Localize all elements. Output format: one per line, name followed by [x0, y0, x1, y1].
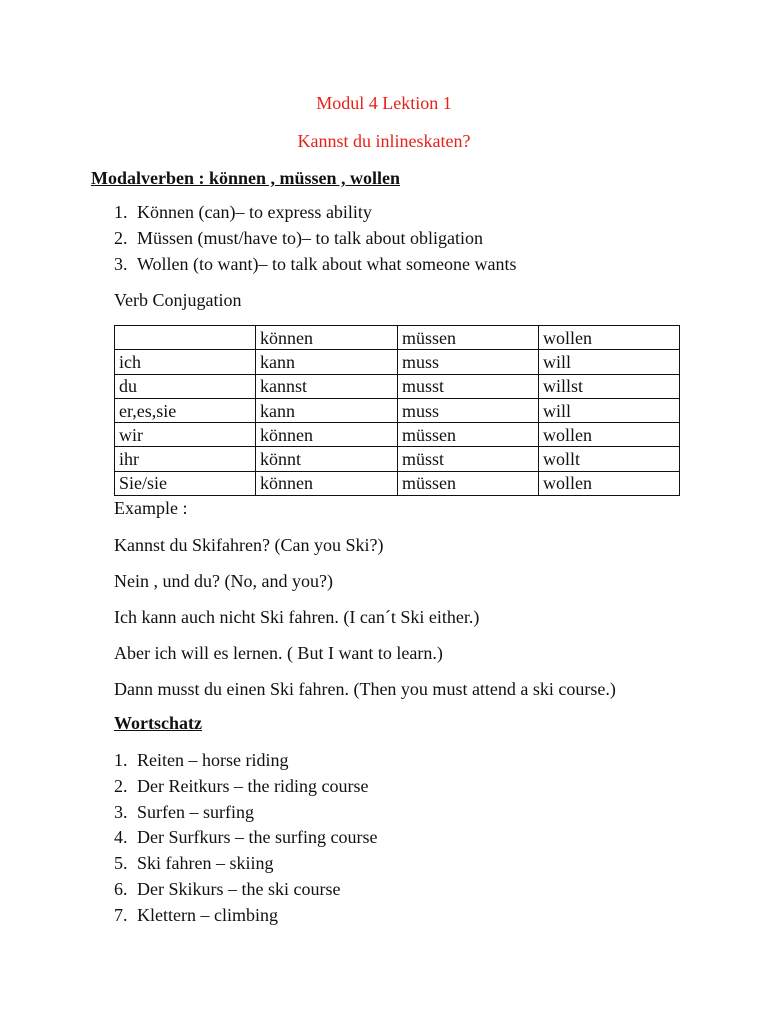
- table-header-cell: wollen: [539, 326, 680, 350]
- wortschatz-heading: Wortschatz: [114, 713, 202, 733]
- list-item: 7. Klettern – climbing: [114, 904, 278, 925]
- table-header-cell: können: [256, 326, 398, 350]
- conjugation-table: [114, 325, 680, 496]
- table-cell: können: [256, 423, 398, 447]
- table-cell: wollen: [539, 423, 680, 447]
- table-cell: wir: [115, 423, 256, 447]
- table-cell: er,es,sie: [115, 398, 256, 422]
- table-cell: [115, 326, 256, 350]
- table-row: [115, 374, 680, 398]
- table-cell: du: [115, 374, 256, 398]
- example-line: Ich kann auch nicht Ski fahren. (I can´t Ski either.): [114, 607, 480, 627]
- table-cell: ihr: [115, 447, 256, 471]
- list-item: 1. Können (can)– to express ability: [114, 202, 372, 222]
- list-item: 2. Müssen (must/have to)– to talk about obligation: [114, 227, 483, 248]
- table-cell: will: [539, 398, 680, 422]
- list-item: 4. Der Surfkurs – the surfing course: [114, 827, 378, 848]
- list-item: 5. Ski fahren – skiing: [114, 853, 274, 874]
- table-cell: müssen: [398, 423, 539, 447]
- table-cell: müsst: [398, 447, 539, 471]
- list-item: 1. Reiten – horse riding: [114, 750, 289, 770]
- table-cell: will: [539, 350, 680, 374]
- table-cell: kann: [256, 350, 398, 374]
- page-subtitle: Kannst du inlineskaten?: [297, 131, 471, 151]
- example-line: Kannst du Skifahren? (Can you Ski?): [114, 535, 384, 555]
- vocabulary-list: [114, 748, 377, 929]
- table-row: [115, 471, 680, 495]
- table-row: [115, 350, 680, 374]
- table-row: [115, 398, 680, 422]
- table-header-cell: müssen: [398, 326, 539, 350]
- table-cell: wollen: [539, 471, 680, 495]
- list-item: 3. Wollen (to want)– to talk about what someone wants: [114, 253, 517, 274]
- modal-verbs-list: [114, 200, 516, 277]
- table-cell: musst: [398, 374, 539, 398]
- table-cell: könnt: [256, 447, 398, 471]
- table-cell: muss: [398, 398, 539, 422]
- example-line: Aber ich will es lernen. ( But I want to learn.): [114, 643, 443, 663]
- table-cell: Sie/sie: [115, 471, 256, 495]
- list-item: 6. Der Skikurs – the ski course: [114, 878, 341, 899]
- table-cell: muss: [398, 350, 539, 374]
- verb-conjugation-label: Verb Conjugation: [114, 290, 242, 310]
- table-row: [115, 423, 680, 447]
- table-cell: wollt: [539, 447, 680, 471]
- example-line: Nein , und du? (No, and you?): [114, 571, 333, 591]
- table-cell: willst: [539, 374, 680, 398]
- table-cell: müssen: [398, 471, 539, 495]
- table-cell: ich: [115, 350, 256, 374]
- example-label: Example :: [114, 498, 188, 518]
- page-title: Modul 4 Lektion 1: [316, 93, 452, 113]
- modalverben-heading: Modalverben : können , müssen , wollen: [91, 168, 401, 188]
- example-line: Dann musst du einen Ski fahren. (Then you must attend a ski course.): [114, 679, 616, 699]
- list-item: 2. Der Reitkurs – the riding course: [114, 775, 369, 796]
- list-item: 3. Surfen – surfing: [114, 801, 254, 822]
- table-cell: können: [256, 471, 398, 495]
- table-header-row: [115, 326, 680, 350]
- table-cell: kannst: [256, 374, 398, 398]
- table-row: [115, 447, 680, 471]
- table-cell: kann: [256, 398, 398, 422]
